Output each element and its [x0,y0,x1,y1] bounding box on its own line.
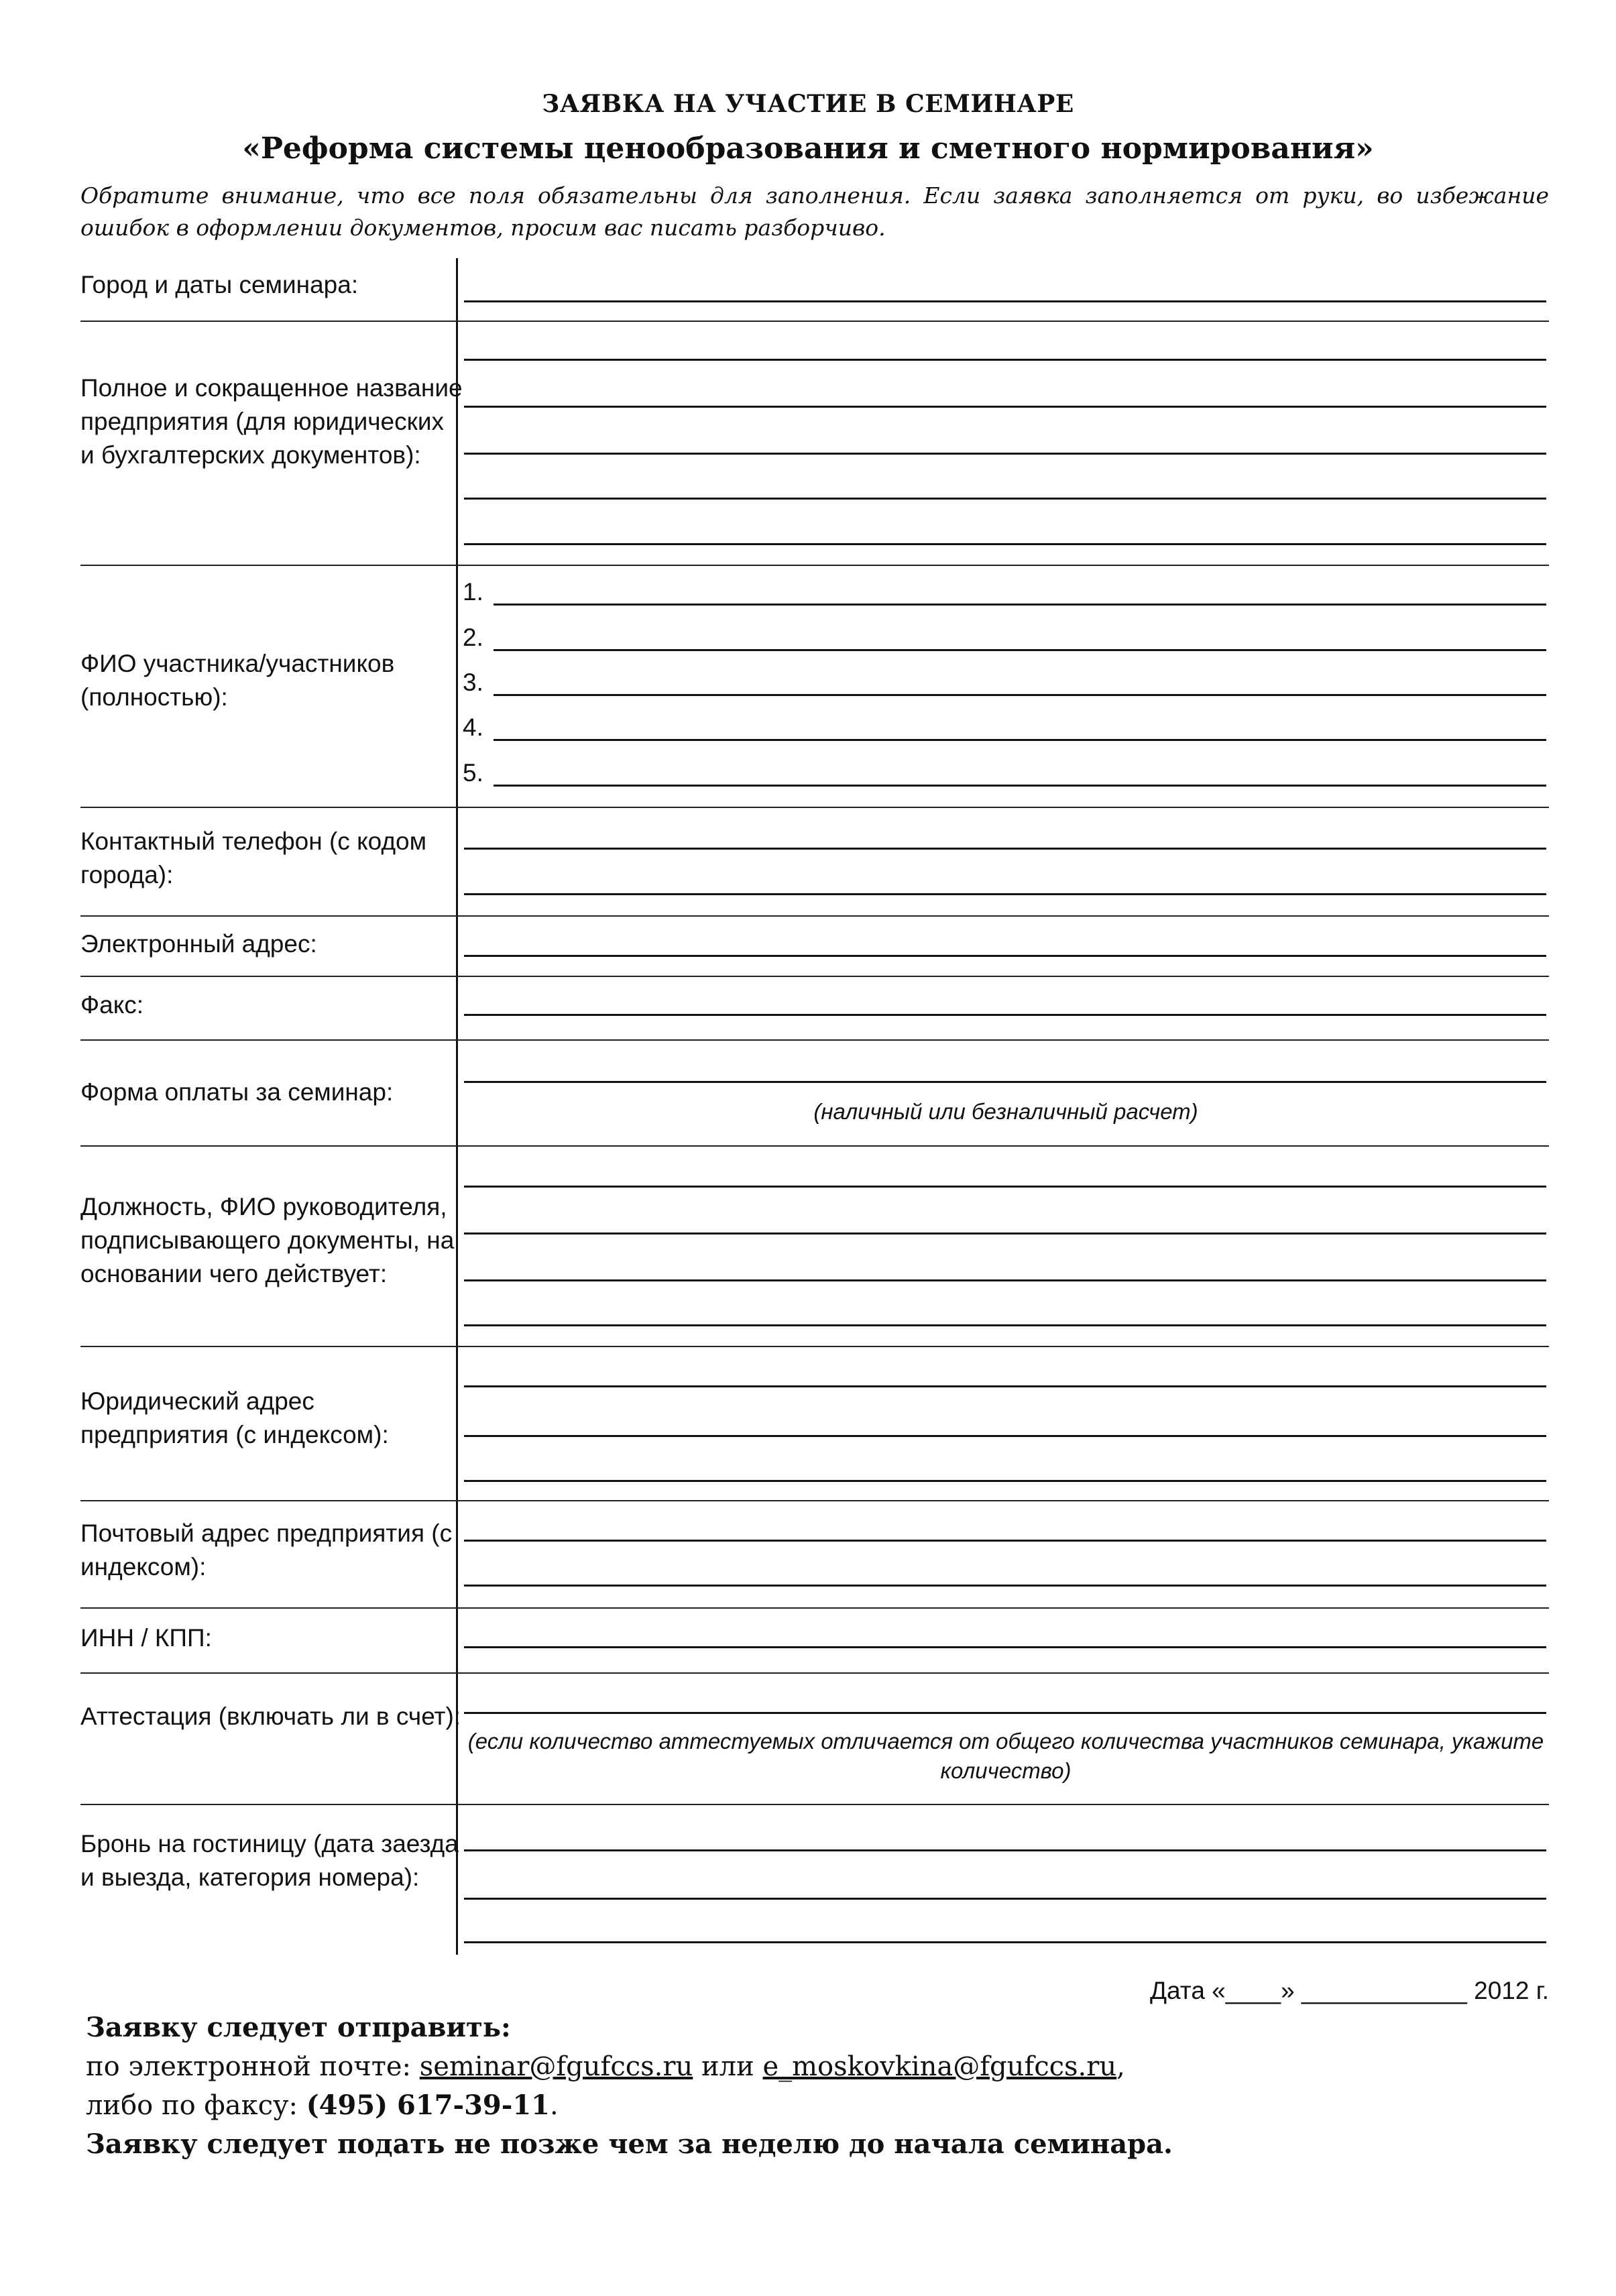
row-separator [80,1346,1549,1347]
label-participants: ФИО участника/участников (полностью): [80,650,395,711]
field-director-line[interactable] [464,1186,1546,1188]
field-org-name-line[interactable] [464,453,1546,455]
row-separator [80,976,1549,977]
form-title: ЗАЯВКА НА УЧАСТИЕ В СЕМИНАРЕ [542,90,1074,118]
field-participant-5[interactable] [494,785,1546,787]
row-separator [80,321,1549,322]
field-phone-line[interactable] [464,893,1546,895]
participant-number: 4. [463,713,483,741]
instructions-note: Обратите внимание, что все поля обязательны для заполнения. Если заявка заполняется от руки, во избежание ошибок в оформлении документов, просим вас писать разборчиво. [80,182,1549,241]
date-field[interactable]: Дата «____» ____________ 2012 г. [1149,1977,1549,2004]
email-link-seminar[interactable]: seminar@fgufccs.ru [419,2051,693,2082]
label-email: Электронный адрес: [80,930,317,958]
payment-hint: (наличный или безналичный расчет) [813,1099,1198,1124]
label-hotel: Бронь на гостиницу (дата заезда и выезда, категория номера): [80,1830,459,1891]
field-participant-4[interactable] [494,739,1546,741]
send-heading: Заявку следует отправить: [86,2012,511,2043]
field-inn-kpp[interactable] [464,1646,1546,1648]
row-separator [80,1607,1549,1609]
label-payment: Форма оплаты за семинар: [80,1078,394,1106]
row-separator [80,1500,1549,1501]
participant-number: 2. [463,624,483,651]
deadline-note: Заявку следует подать не позже чем за неделю до начала семинара. [86,2128,1173,2160]
field-phone-line[interactable] [464,848,1546,850]
field-org-name-line[interactable] [464,543,1546,545]
row-separator [80,565,1549,566]
label-inn-kpp: ИНН / КПП: [80,1624,212,1652]
field-org-name-line[interactable] [464,498,1546,500]
field-org-name-line[interactable] [464,406,1546,408]
field-email[interactable] [464,955,1546,957]
field-director-line[interactable] [464,1232,1546,1235]
participant-number: 3. [463,669,483,696]
participant-number: 5. [463,759,483,787]
comma: , [1116,2051,1125,2082]
attestation-hint: (если количество аттестуемых отличается от общего количества участников семинара, укажите количество) [467,1729,1544,1783]
label-legal-address: Юридический адрес предприятия (с индексом): [80,1387,389,1448]
label-postal-address: Почтовый адрес предприятия (с индексом): [80,1519,453,1581]
seminar-title: «Реформа системы ценообразования и сметного нормирования» [242,131,1374,166]
label-fax: Факс: [80,991,144,1019]
field-hotel-line[interactable] [464,1941,1546,1943]
fax-number: (495) 617-39-11 [306,2089,551,2121]
field-postal-address-line[interactable] [464,1585,1546,1587]
row-separator [80,1039,1549,1041]
or-text: или [693,2051,763,2082]
row-separator [80,807,1549,808]
row-separator [80,1672,1549,1674]
field-director-line[interactable] [464,1279,1546,1281]
field-participant-1[interactable] [494,604,1546,606]
field-attestation[interactable] [464,1712,1546,1714]
field-director-line[interactable] [464,1324,1546,1326]
field-org-name-line[interactable] [464,359,1546,361]
field-participant-3[interactable] [494,694,1546,696]
row-separator [80,1145,1549,1147]
field-postal-address-line[interactable] [464,1540,1546,1542]
field-hotel-line[interactable] [464,1849,1546,1851]
label-director: Должность, ФИО руководителя, подписывающего документы, на основании чего действует: [80,1193,455,1287]
field-fax[interactable] [464,1014,1546,1016]
row-separator [80,915,1549,917]
fax-prefix: либо по факсу: [86,2090,306,2121]
dot: . [550,2090,559,2121]
email-link-moskovkina[interactable]: e_moskovkina@fgufccs.ru [762,2051,1117,2082]
label-city-dates: Город и даты семинара: [80,271,359,298]
label-org-name: Полное и сокращенное название предприятия (для юридических и бухгалтерских документов): [80,374,463,469]
participant-number: 1. [463,578,483,606]
field-legal-address-line[interactable] [464,1480,1546,1482]
field-legal-address-line[interactable] [464,1385,1546,1387]
label-phone: Контактный телефон (с кодом города): [80,827,427,888]
footer-instructions [86,2008,1173,2164]
field-hotel-line[interactable] [464,1898,1546,1900]
label-attestation: Аттестация (включать ли в счет): [80,1703,461,1730]
field-legal-address-line[interactable] [464,1435,1546,1437]
row-separator [80,1804,1549,1805]
email-prefix: по электронной почте: [86,2051,420,2082]
field-city-dates[interactable] [464,300,1546,302]
field-participant-2[interactable] [494,649,1546,651]
field-payment[interactable] [464,1081,1546,1083]
